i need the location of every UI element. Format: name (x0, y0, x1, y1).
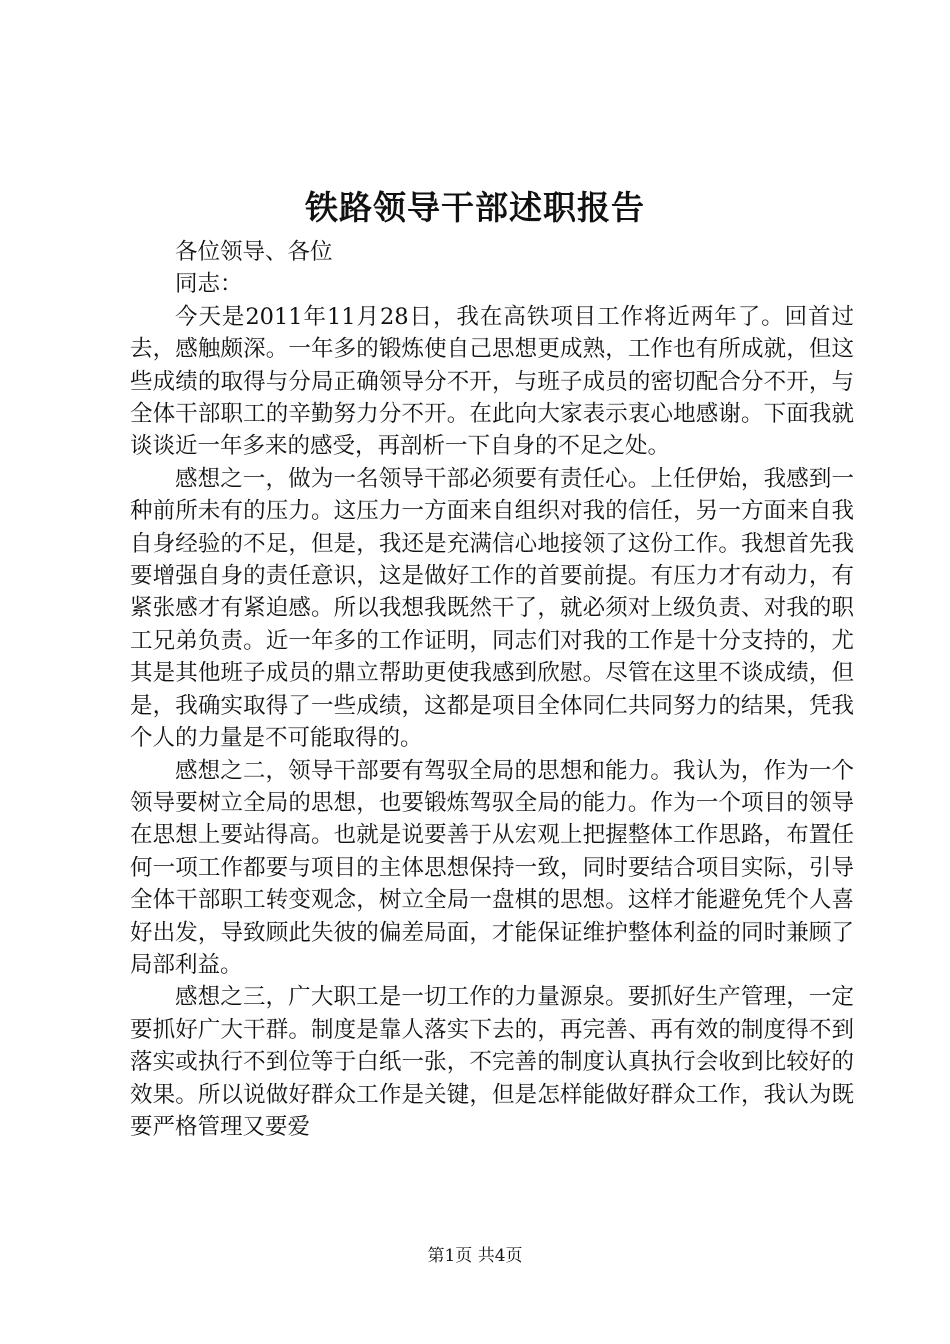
page-footer: 第1页 共4页 (427, 1246, 523, 1266)
paragraph-thought-2: 感想之二，领导干部要有驾驭全局的思想和能力。我认为，作为一个领导要树立全局的思想，也要锻炼驾驭全局的能力。作为一个项目的领导在思想上要站得高。也就是说要善于从宏观上把握整体工作思路，布置任何一项工作都要与项目的主体思想保持一致，同时要结合项目实际，引导全体干部职工转变观念，树立全局一盘棋的思想。这样才能避免凭个人喜好出发，导致顾此失彼的偏差局面，才能保证维护整体利益的同时兼顾了局部利益。 (130, 757, 854, 978)
document-title: 铁路领导干部述职报告 (305, 188, 645, 227)
paragraph-intro: 今天是2011年11月28日，我在高铁项目工作将近两年了。回首过去，感触颇深。一年多的锻炼使自己思想更成熟，工作也有所成就，但这些成绩的取得与分局正确领导分不开，与班子成员的密切配合分不开，与全体干部职工的辛勤努力分不开。在此向大家表示衷心地感谢。下面我就谈谈近一年多来的感受，再剖析一下自身的不足之处。 (130, 303, 854, 460)
salutation-line-2: 同志： (175, 271, 243, 298)
document-body (130, 236, 854, 1143)
paragraph-thought-3: 感想之三，广大职工是一切工作的力量源泉。要抓好生产管理，一定要抓好广大干群。制度是靠人落实下去的，再完善、再有效的制度得不到落实或执行不到位等于白纸一张，不完善的制度认真执行会收到比较好的效果。所以说做好群众工作是关键，但是怎样能做好群众工作，我认为既要严格管理又要爱 (130, 984, 854, 1140)
salutation-line-1: 各位领导、各位 (175, 239, 333, 265)
paragraph-thought-1: 感想之一，做为一名领导干部必须要有责任心。上任伊始，我感到一种前所未有的压力。这压力一方面来自组织对我的信任，另一方面来自我自身经验的不足，但是，我还是充满信心地接领了这份工作。我想首先我要增强自身的责任意识，这是做好工作的首要前提。有压力才有动力，有紧张感才有紧迫感。所以我想我既然干了，就必须对上级负责、对我的职工兄弟负责。近一年多的工作证明，同志们对我的工作是十分支持的，尤其是其他班子成员的鼎立帮助更使我感到欣慰。尽管在这里不谈成绩，但是，我确实取得了一些成绩，这都是项目全体同仁共同努力的结果，凭我个人的力量是不可能取得的。 (130, 465, 854, 752)
